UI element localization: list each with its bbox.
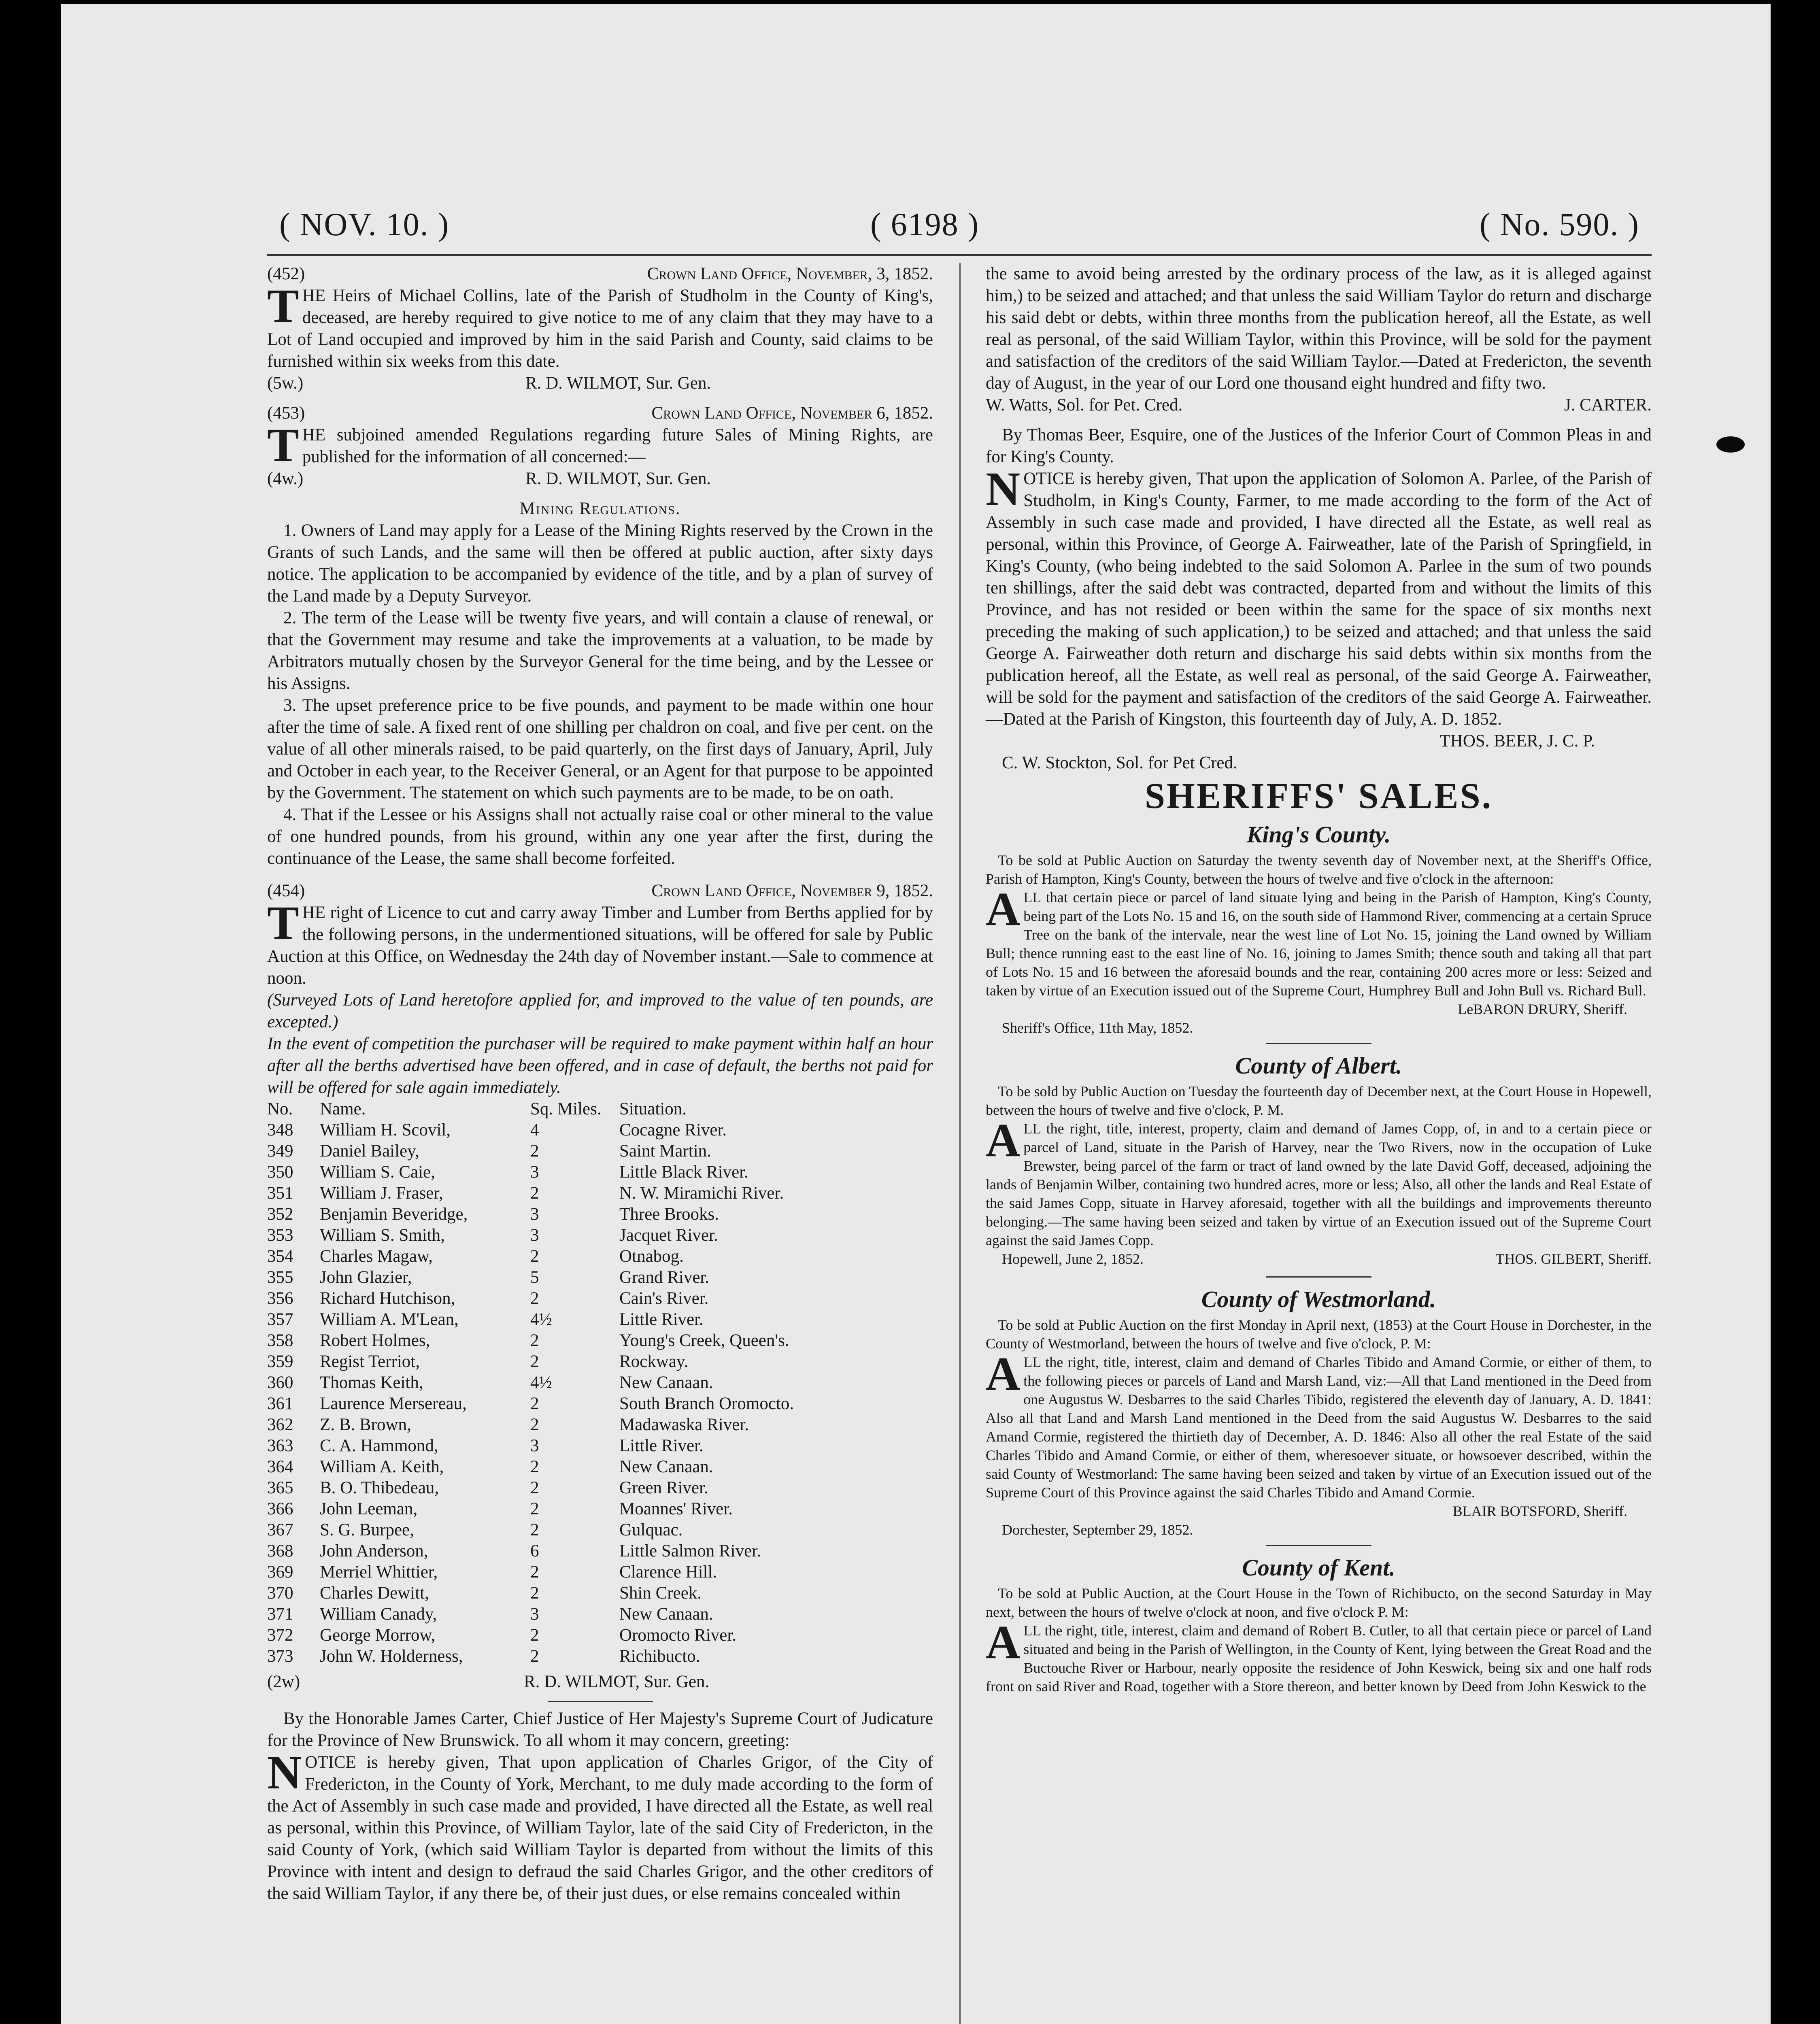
table-row <box>267 1141 933 1162</box>
table-header <box>267 1099 933 1120</box>
berth-number: 364 <box>267 1457 293 1476</box>
square-miles: 4½ <box>530 1310 552 1329</box>
divider <box>1266 1043 1371 1044</box>
sale-date: Sheriff's Office, 11th May, 1852. <box>1002 1020 1193 1036</box>
situation: New Canaan. <box>619 1605 713 1624</box>
sale-lead: To be sold at Public Auction, at the Court House in the Town of Richibucto, on the second Saturday in May next, between the hours of twelve o'clock at noon, and five o'clock P. M: <box>986 1585 1652 1620</box>
applicant-name: William A. M'Lean, <box>320 1310 459 1329</box>
table-row <box>267 1435 933 1456</box>
square-miles: 2 <box>530 1415 539 1434</box>
table-row <box>267 1351 933 1372</box>
situation: Cain's River. <box>619 1289 709 1308</box>
situation: Oromocto River. <box>619 1626 737 1645</box>
square-miles: 3 <box>530 1605 539 1624</box>
applicant-name: Daniel Bailey, <box>320 1142 419 1161</box>
office-date: Crown Land Office, November 9, 1852. <box>651 881 933 900</box>
paper-sheet <box>61 4 1771 2024</box>
column-header: Situation. <box>619 1099 687 1118</box>
sale-body: LL that certain piece or parcel of land situate lying and being in the Parish of Hampton, King's County, being part of the Lots No. 15 and 16, on the south side of Hammond River, commencing at a certain Spruce Tree on the bank of the intervale, near the west line of Lot No. 15, joining the Land owned by William Bull; thence running east to the east line of No. 16, joining to James Smith; thence south and taking all that part of Lots No. 15 and 16 between the aforesaid bounds and the rear, containing 200 acres more or less: Seized and taken by virtue of an Execution issued out of the Supreme Court, Humphrey Bull and John Bull vs. Richard Bull. <box>986 889 1652 999</box>
berth-number: 351 <box>267 1184 293 1203</box>
square-miles: 2 <box>530 1331 539 1350</box>
situation: Little River. <box>619 1310 704 1329</box>
insertions: (5w.) <box>267 374 304 393</box>
table-row <box>267 1499 933 1520</box>
applicant-name: Richard Hutchison, <box>320 1289 455 1308</box>
square-miles: 2 <box>530 1520 539 1539</box>
sale-lead: To be sold at Public Auction on Saturday the twenty seventh day of November next, at the Sheriff's Office, Parish of Hampton, King's County, between the hours of twelve and five o'clock in the afternoon: <box>986 852 1652 887</box>
berths-table <box>267 1099 933 1667</box>
column-header: Name. <box>320 1099 366 1118</box>
situation: Moannes' River. <box>619 1499 733 1518</box>
signature: R. D. WILMOT, Sur. Gen. <box>523 1672 710 1691</box>
gazette-page <box>267 206 1652 2024</box>
table-row <box>267 1414 933 1435</box>
drop-cap: T <box>267 896 299 949</box>
square-miles: 3 <box>530 1205 539 1224</box>
berth-number: 358 <box>267 1331 293 1350</box>
county-heading: King's County. <box>1246 821 1391 848</box>
table-row <box>267 1246 933 1267</box>
applicant-name: William S. Smith, <box>320 1226 445 1245</box>
berth-number: 357 <box>267 1310 293 1329</box>
square-miles: 4 <box>530 1120 539 1140</box>
county-heading: County of Kent. <box>1242 1554 1395 1581</box>
berth-number: 369 <box>267 1563 293 1582</box>
berth-number: 349 <box>267 1142 293 1161</box>
situation: South Branch Oromocto. <box>619 1394 794 1413</box>
sale-body: LL the right, title, interest, claim and demand of Robert B. Cutler, to all that certain piece or parcel of Land situated and being in the Parish of Wellington, in the County of Kent, lying between the Great Road and the Buctouche River or Harbour, nearly opposite the residence of John Keswick, being six and one half rods front on said River and Road, together with a Store thereon, and better known by Deed from John Keswick to the <box>986 1622 1652 1694</box>
applicant-name: John Anderson, <box>320 1541 428 1561</box>
court-intro: By Thomas Beer, Esquire, one of the Justices of the Inferior Court of Common Pleas in and for King's County. <box>986 425 1652 466</box>
square-miles: 2 <box>530 1457 539 1476</box>
situation: Madawaska River. <box>619 1415 749 1434</box>
notice-body: HE right of Licence to cut and carry away Timber and Lumber from Berths applied for by the following persons, in the undermentioned situations, will be offered for sale by Public Auction at this Office, on Wednesday the 24th day of November instant.—Sale to commence at noon. <box>267 903 933 988</box>
county-heading: County of Westmorland. <box>1201 1286 1436 1312</box>
square-miles: 2 <box>530 1584 539 1603</box>
situation: Clarence Hill. <box>619 1563 717 1582</box>
sale-albert-county <box>986 1050 1652 1268</box>
table-row <box>267 1583 933 1604</box>
signature: THOS. BEER, J. C. P. <box>1439 731 1595 750</box>
notice-number: (454) <box>267 881 305 900</box>
table-row <box>267 1478 933 1499</box>
berth-number: 370 <box>267 1584 293 1603</box>
applicant-name: Charles Magaw, <box>320 1247 433 1266</box>
solicitor: W. Watts, Sol. for Pet. Cred. <box>986 395 1183 415</box>
berth-number: 350 <box>267 1163 293 1182</box>
signature: R. D. WILMOT, Sur. Gen. <box>525 374 711 393</box>
notice-carter <box>267 1708 933 1905</box>
notice-454 <box>267 880 933 1693</box>
square-miles: 6 <box>530 1541 539 1561</box>
table-row <box>267 1162 933 1183</box>
column-divider <box>959 263 961 2024</box>
drop-cap: A <box>986 1347 1021 1400</box>
column-header: Sq. Miles. <box>530 1099 602 1118</box>
square-miles: 4½ <box>530 1373 552 1392</box>
berth-number: 359 <box>267 1352 293 1371</box>
square-miles: 3 <box>530 1436 539 1455</box>
situation: Richibucto. <box>619 1647 700 1666</box>
drop-cap: N <box>267 1746 302 1799</box>
berth-number: 373 <box>267 1647 293 1666</box>
signature: J. CARTER. <box>1564 395 1652 415</box>
notice-beer <box>986 424 1652 774</box>
table-row <box>267 1267 933 1288</box>
applicant-name: William Canady, <box>320 1605 437 1624</box>
square-miles: 2 <box>530 1184 539 1203</box>
sale-kent-county <box>986 1552 1652 1696</box>
table-row <box>267 1309 933 1330</box>
table-row <box>267 1225 933 1246</box>
county-heading: County of Albert. <box>1235 1052 1402 1079</box>
situation: Young's Creek, Queen's. <box>619 1331 789 1350</box>
square-miles: 2 <box>530 1394 539 1413</box>
square-miles: 3 <box>530 1163 539 1182</box>
sale-lead: To be sold at Public Auction on the first Monday in April next, (1853) at the Court House in Dorchester, in the County of Westmorland, between the hours of twelve and five o'clock, P. M: <box>986 1317 1652 1352</box>
berth-number: 356 <box>267 1289 293 1308</box>
drop-cap: T <box>267 419 299 472</box>
signature: R. D. WILMOT, Sur. Gen. <box>525 469 711 488</box>
berth-number: 348 <box>267 1120 293 1140</box>
applicant-name: William S. Caie, <box>320 1163 435 1182</box>
office-date: Crown Land Office, November 6, 1852. <box>651 404 933 423</box>
situation: Rockway. <box>619 1352 689 1371</box>
drop-cap: A <box>986 1616 1021 1669</box>
berth-number: 363 <box>267 1436 293 1455</box>
notice-body: OTICE is hereby given, That upon the application of Solomon A. Parlee, of the Parish of Studholm, in King's County, Farmer, to me made according to the form of the Act of Assembly in such case made and provided, I have directed all the Estate, as well real as personal, within this Province, of George A. Fairweather, late of the Parish of Springfield, in King's County, (who being indebted to the said Solomon A. Parlee in the sum of two pounds ten shillings, after the said debt was contracted, departed from and without the limits of this Province, and has not resided or been within the same for the space of six months next preceding the making of such application,) to be seized and attached; and that unless the said George A. Fairweather doth return and discharge his said debts within six months from the publication hereof, all the Estate, as well real as personal, of the said George A. Fairweather, will be sold for the payment and satisfaction of the creditors of the said George A. Fairweather.—Dated at the Parish of Kingston, this fourteenth day of July, A. D. 1852. <box>986 469 1652 729</box>
ink-mark <box>1716 436 1745 453</box>
signature: BLAIR BOTSFORD, Sheriff. <box>1452 1503 1627 1519</box>
applicant-name: Regist Terriot, <box>320 1352 420 1371</box>
drop-cap: T <box>267 279 299 332</box>
signature: THOS. GILBERT, Sheriff. <box>1495 1251 1652 1267</box>
table-row <box>267 1520 933 1541</box>
applicant-name: John Glazier, <box>320 1268 412 1287</box>
applicant-name: Robert Holmes, <box>320 1331 430 1350</box>
situation: Little Black River. <box>619 1163 748 1182</box>
berth-number: 354 <box>267 1247 293 1266</box>
situation: Jacquet River. <box>619 1226 718 1245</box>
applicant-name: Merriel Whittier, <box>320 1563 438 1582</box>
situation: Gulquac. <box>619 1520 683 1539</box>
sale-lead: To be sold by Public Auction on Tuesday the fourteenth day of December next, at the Court House in Hopewell, between the hours of twelve and five o'clock, P. M. <box>986 1083 1652 1118</box>
berth-number: 371 <box>267 1605 293 1624</box>
applicant-name: Laurence Mersereau, <box>320 1394 467 1413</box>
situation: N. W. Miramichi River. <box>619 1184 784 1203</box>
berth-number: 352 <box>267 1205 293 1224</box>
berth-number: 368 <box>267 1541 293 1561</box>
exception-note: (Surveyed Lots of Land heretofore applied for, and improved to the value of ten pounds, are excepted.) <box>267 991 933 1031</box>
table-row <box>267 1456 933 1478</box>
situation: Three Brooks. <box>619 1205 719 1224</box>
notice-453 <box>267 402 933 870</box>
notice-body: HE subjoined amended Regulations regarding future Sales of Mining Rights, are published for the information of all concerned:— <box>302 425 933 466</box>
table-row <box>267 1541 933 1562</box>
situation: Grand River. <box>619 1268 710 1287</box>
applicant-name: Z. B. Brown, <box>320 1415 411 1434</box>
column-header: No. <box>267 1099 293 1118</box>
competition-note: In the event of competition the purchaser will be required to make payment within half an hour after all the berths advertised have been offered, and in case of default, the berths not paid for will be offered for sale again immediately. <box>267 1034 933 1097</box>
left-column <box>267 263 933 1905</box>
situation: New Canaan. <box>619 1457 713 1476</box>
situation: Shin Creek. <box>619 1584 702 1603</box>
table-row <box>267 1393 933 1414</box>
situation: Otnabog. <box>619 1247 684 1266</box>
situation: Little River. <box>619 1436 704 1455</box>
square-miles: 2 <box>530 1478 539 1497</box>
drop-cap: A <box>986 882 1021 935</box>
berth-number: 355 <box>267 1268 293 1287</box>
berth-number: 367 <box>267 1520 293 1539</box>
berth-number: 365 <box>267 1478 293 1497</box>
notice-continuation: the same to avoid being arrested by the ordinary process of the law, as it is alleged against him,) to be seized and attached; and that unless the said William Taylor do return and discharge his said debt or debts, within three months from the publication hereof, all the Estate, as well real as personal, of the said William Taylor, within this Province, will be sold for the payment and satisfaction of the creditors of the said William Taylor.—Dated at Fredericton, the seventh day of August, in the year of our Lord one thousand eight hundred and fifty two. <box>986 264 1652 393</box>
square-miles: 2 <box>530 1352 539 1371</box>
issue-number: ( No. 590. ) <box>1479 207 1639 242</box>
notice-body: HE Heirs of Michael Collins, late of the Parish of Studholm in the County of King's, deceased, are hereby required to give notice to me of any claim that they may have to a Lot of Land occupied and improved by him in the said Parish and County, said claims to be furnished within six weeks from this date. <box>267 286 933 371</box>
right-column <box>986 263 1652 1696</box>
applicant-name: George Morrow, <box>320 1626 436 1645</box>
table-row <box>267 1120 933 1141</box>
table-row <box>267 1604 933 1625</box>
table-row <box>267 1288 933 1309</box>
sale-body: LL the right, title, interest, claim and demand of Charles Tibido and Amand Cormie, or either of them, to the following pieces or parcels of Land and Marsh Land, viz:—All that Land mentioned in the Deed from one Augustus W. Desbarres to the said Charles Tibido, registered the eleventh day of January, A. D. 1841: Also all that Land and Marsh Land mentioned in the Deed from the said Augustus W. Desbarres to the said Amand Cormie, registered the thirtieth day of December, A. D. 1846: Also all other the real Estate of the said Charles Tibido and Amand Cormie, or either of them, wheresoever situate, or howsoever described, within the said County of Westmorland: The same having been seized and taken by virtue of an Execution issued out of the Supreme Court of this Province against the said Charles Tibido and Amand Cormie. <box>986 1354 1652 1501</box>
applicant-name: S. G. Burpee, <box>320 1520 414 1539</box>
sheriffs-sales-heading: SHERIFFS' SALES. <box>1144 776 1493 816</box>
insertions: (4w.) <box>267 469 304 488</box>
issue-date: ( NOV. 10. ) <box>279 207 450 242</box>
divider <box>548 1701 653 1702</box>
table-row <box>267 1625 933 1646</box>
berth-number: 361 <box>267 1394 293 1413</box>
square-miles: 2 <box>530 1289 539 1308</box>
berth-number: 360 <box>267 1373 293 1392</box>
applicant-name: Charles Dewitt, <box>320 1584 429 1603</box>
notice-body: OTICE is hereby given, That upon application of Charles Grigor, of the City of Fredericton, in the County of York, Merchant, to me duly made according to the form of the Act of Assembly in such case made and provided, I have directed all the Estate, as well real as personal, within this Province, of William Taylor, late of the said City of Fredericton, in the said County of York, (which said William Taylor is departed from without the limits of this Province with intent and design to defraud the said Charles Grigor, and the other creditors of the said William Taylor, if any there be, of their just dues, or else remains concealed within <box>267 1753 933 1903</box>
square-miles: 2 <box>530 1499 539 1518</box>
berth-number: 366 <box>267 1499 293 1518</box>
berth-number: 362 <box>267 1415 293 1434</box>
situation: Saint Martin. <box>619 1142 711 1161</box>
square-miles: 5 <box>530 1268 539 1287</box>
applicant-name: John Leeman, <box>320 1499 418 1518</box>
office-date: Crown Land Office, November, 3, 1852. <box>647 264 933 283</box>
table-row <box>267 1562 933 1583</box>
divider <box>1266 1545 1371 1546</box>
situation: Green River. <box>619 1478 708 1497</box>
sale-kings-county <box>986 819 1652 1037</box>
table-row <box>267 1204 933 1225</box>
square-miles: 2 <box>530 1563 539 1582</box>
court-intro: By the Honorable James Carter, Chief Justice of Her Majesty's Supreme Court of Judicature for the Province of New Brunswick. To all whom it may concern, greeting: <box>267 1709 933 1750</box>
page-number: ( 6198 ) <box>870 207 980 242</box>
table-row <box>267 1646 933 1667</box>
regulation-2: 2. The term of the Lease will be twenty five years, and will contain a clause of renewal, or that the Government may resume and take the improvements at a valuation, to be made by Arbitrators mutually chosen by the Surveyor General for the time being, and by the Lessee or his Assigns. <box>267 608 933 693</box>
square-miles: 2 <box>530 1247 539 1266</box>
insertions: (2w) <box>267 1672 300 1691</box>
applicant-name: William H. Scovil, <box>320 1120 451 1140</box>
drop-cap: A <box>986 1114 1021 1167</box>
square-miles: 2 <box>530 1647 539 1666</box>
regulations-title: Mining Regulations. <box>519 499 681 518</box>
square-miles: 2 <box>530 1142 539 1161</box>
applicant-name: C. A. Hammond, <box>320 1436 438 1455</box>
applicant-name: Benjamin Beveridge, <box>320 1205 468 1224</box>
situation: Little Salmon River. <box>619 1541 761 1561</box>
signature: LeBARON DRURY, Sheriff. <box>1458 1001 1627 1017</box>
situation: Cocagne River. <box>619 1120 727 1140</box>
applicant-name: John W. Holderness, <box>320 1647 463 1666</box>
divider <box>1266 1276 1371 1278</box>
square-miles: 3 <box>530 1226 539 1245</box>
applicant-name: William A. Keith, <box>320 1457 444 1476</box>
applicant-name: B. O. Thibedeau, <box>320 1478 439 1497</box>
sale-westmorland-county <box>986 1283 1652 1539</box>
sale-date: Hopewell, June 2, 1852. <box>1002 1251 1144 1267</box>
table-row <box>267 1330 933 1351</box>
applicant-name: William J. Fraser, <box>320 1184 443 1203</box>
square-miles: 2 <box>530 1626 539 1645</box>
sale-date: Dorchester, September 29, 1852. <box>1002 1522 1193 1538</box>
drop-cap: N <box>986 462 1021 515</box>
regulation-4: 4. That if the Lessee or his Assigns shall not actually raise coal or other mineral to the value of one hundred pounds, from his ground, within any one year after the first, during the continuance of the Lease, the same shall become forfeited. <box>267 805 933 868</box>
table-row <box>267 1183 933 1204</box>
berth-number: 372 <box>267 1626 293 1645</box>
sale-body: LL the right, title, interest, property, claim and demand of James Copp, of, in and to a certain piece or parcel of Land, situate in the Parish of Harvey, near the Two Rivers, now in the occupation of Luke Brewster, being parcel of the farm or tract of land owned by the late David Goff, deceased, adjoining the lands of Benjamin Wilber, containing two hundred acres, more or less; Also, all other the lands and Real Estate of the said James Copp, situate in Harvey aforesaid, together with all the buildings and improvements thereunto belonging.—The same having been seized and taken by virtue of an Execution issued out of the Supreme Court against the said James Copp. <box>986 1120 1652 1248</box>
situation: New Canaan. <box>619 1373 713 1392</box>
notice-number: (452) <box>267 264 305 283</box>
table-row <box>267 1372 933 1393</box>
regulation-3: 3. The upset preference price to be five pounds, and payment to be made within one hour after the time of sale. A fixed rent of one shilling per chaldron on coal, and five per cent. on the value of all other minerals raised, to be paid quarterly, on the first days of January, April, July and October in each year, to the Receiver General, or an Agent for that purpose to be appointed by the Government. The statement on which such payments are to be made, to be on oath. <box>267 696 933 802</box>
berth-number: 353 <box>267 1226 293 1245</box>
regulation-1: 1. Owners of Land may apply for a Lease of the Mining Rights reserved by the Crown in the Grants of such Lands, and the same will then be offered at public auction, after sixty days notice. The application to be accompanied by evidence of the title, and by a plan of survey of the Land made by a Deputy Surveyor. <box>267 521 933 606</box>
solicitor: C. W. Stockton, Sol. for Pet Cred. <box>1002 753 1237 772</box>
notice-452 <box>267 263 933 394</box>
notice-number: (453) <box>267 404 305 423</box>
header-rule <box>267 254 1652 256</box>
applicant-name: Thomas Keith, <box>320 1373 423 1392</box>
